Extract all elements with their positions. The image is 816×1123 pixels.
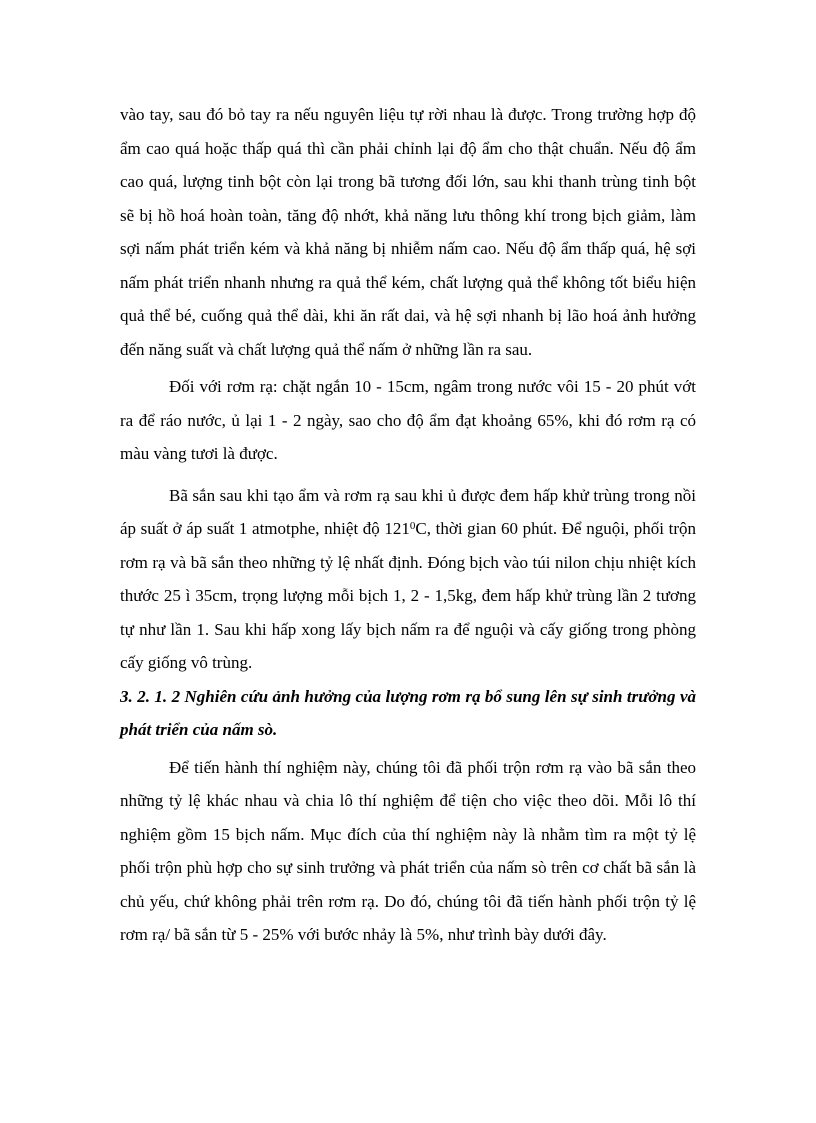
paragraph-experiment: Để tiến hành thí nghiệm này, chúng tôi đã phối trộn rơm rạ vào bã sắn theo những tỷ lệ khác nhau và chia lô thí nghiệm để tiện cho việc theo dõi. Mỗi lô thí nghiệm gồm 15 bịch nấm. Mục đích của thí nghiệm này là nhằm tìm ra một tỷ lệ phối trộn phù hợp cho sự sinh trưởng và phát triển của nấm sò trên cơ chất bã sắn là chủ yếu, chứ không phải trên rơm rạ. Do đó, chúng tôi đã tiến hành phối trộn tỷ lệ rơm rạ/ bã sắn từ 5 - 25% với bước nhảy là 5%, như trình bày dưới đây.: [120, 757, 696, 944]
paragraph-straw-preparation: Đối với rơm rạ: chặt ngắn 10 - 15cm, ngâm trong nước vôi 15 - 20 phút vớt ra để ráo nước, ủ lại 1 - 2 ngày, sao cho độ ẩm đạt khoảng 65%, khi đó rơm rạ có màu vàng tươi là được.: [120, 377, 696, 463]
sterilization-text-part2: C, thời gian 60 phút. Để nguội, phối trộn rơm rạ và bã sắn theo những tỷ lệ nhất định. Đóng bịch vào túi nilon chịu nhiệt kích thước 25 ì 35cm, trọng lượng mỗi bịch 1, 2 - 1,5kg, đem hấp khử trùng lần 2 tương tự như lần 1. Sau khi hấp xong lấy bịch nấm ra để nguội và cấy giống trong phòng cấy giống vô trùng.: [120, 519, 697, 672]
degree-superscript: 0: [409, 520, 416, 532]
paragraph-continuation: vào tay, sau đó bỏ tay ra nếu nguyên liệu tự rời nhau là được. Trong trường hợp độ ẩm cao quá hoặc thấp quá thì cần phải chỉnh lại độ ẩm cho thật chuẩn. Nếu độ ẩm cao quá, lượng tinh bột còn lại trong bã tương đối lớn, sau khi thanh trùng tinh bột sẽ bị hồ hoá hoàn toàn, tăng độ nhớt, khả năng lưu thông khí trong bịch giảm, làm sợi nấm phát triển kém và khả năng bị nhiễm nấm cao. Nếu độ ẩm thấp quá, hệ sợi nấm phát triển nhanh nhưng ra quả thể kém, chất lượng quả thể không tốt biểu hiện quả thể bé, cuống quả thể dài, khi ăn rất dai, và hệ sợi nhanh bị lão hoá ảnh hưởng đến năng suất và chất lượng quả thể nấm ở những lần ra sau.: [120, 105, 696, 359]
paragraph-sterilization: [120, 479, 696, 680]
sterilization-text-part1: Bã sắn sau khi tạo ẩm và rơm rạ sau khi ủ được đem hấp khử trùng trong nồi áp suất ở áp suất 1 atmotphe, nhiệt độ 121: [120, 485, 696, 538]
section-heading: 3. 2. 1. 2 Nghiên cứu ảnh hưởng của lượng rơm rạ bổ sung lên sự sinh trưởng và phát triển của nấm sò.: [120, 686, 696, 739]
document-page: [120, 98, 696, 952]
